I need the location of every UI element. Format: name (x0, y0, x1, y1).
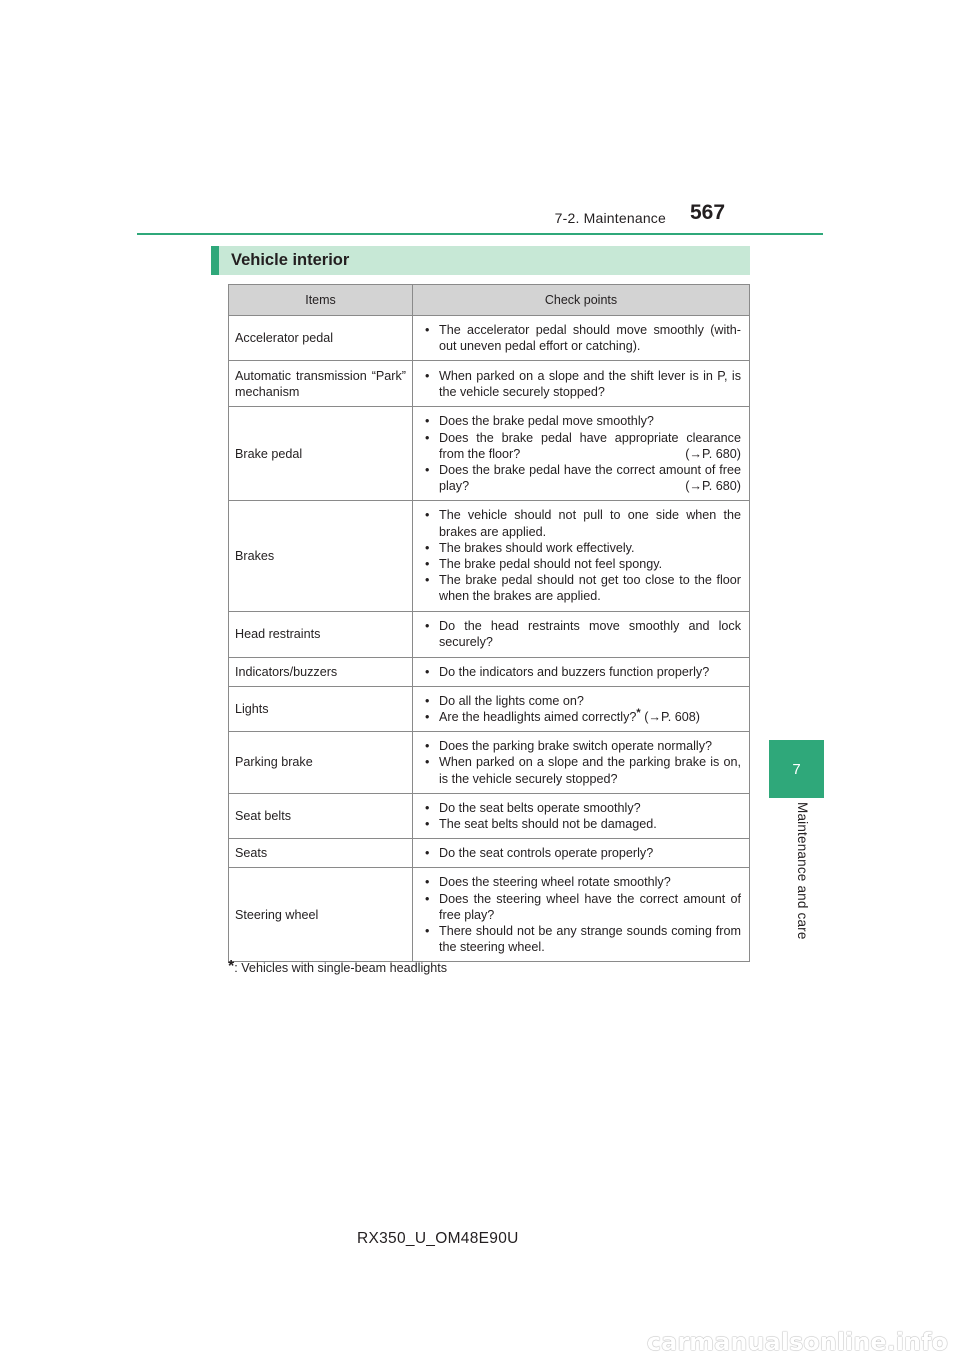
check-point: • Does the brake pedal have the correct amount of free play? (→P. 680) (423, 462, 741, 494)
watermark (0, 1326, 960, 1358)
header-divider (137, 233, 823, 235)
check-point: • Are the headlights aimed correctly?* (→P. 608) (423, 709, 741, 725)
check-point: • Do the seat belts operate smoothly? (423, 800, 741, 816)
check-table (228, 284, 750, 962)
item-cell: Head restraints (229, 611, 413, 657)
check-points-cell (413, 501, 750, 611)
check-point: • The vehicle should not pull to one side when the brakes are applied. (423, 507, 741, 539)
page-reference: (→P. 680) (685, 446, 741, 461)
item-cell: Parking brake (229, 732, 413, 794)
check-point: • Does the brake pedal have appropriate clearance from the floor? (→P. 680) (423, 430, 741, 462)
table-row (229, 501, 750, 611)
section-title: Vehicle interior (211, 246, 750, 275)
chapter-title: Maintenance and care (795, 802, 810, 940)
check-points-cell (413, 686, 750, 731)
item-cell: Indicators/buzzers (229, 657, 413, 686)
table-row (229, 686, 750, 731)
section-label: 7-2. Maintenance (554, 210, 666, 226)
check-point: • When parked on a slope and the shift lever is in P, is the vehicle securely stopped? (423, 368, 741, 400)
check-points-cell (413, 316, 750, 361)
column-header-check-points: Check points (413, 285, 750, 316)
check-point: • When parked on a slope and the parking brake is on, is the vehicle securely stopped? (423, 754, 741, 786)
item-cell: Automatic transmission “Park” mechanism (229, 361, 413, 407)
page-reference: (→P. 608) (644, 710, 700, 725)
table-row (229, 316, 750, 361)
check-point: • The brake pedal should not get too close to the floor when the brakes are applied. (423, 572, 741, 604)
item-cell: Lights (229, 686, 413, 731)
item-cell: Steering wheel (229, 868, 413, 962)
check-point: • Do all the lights come on? (423, 693, 741, 709)
check-point: • Does the parking brake switch operate normally? (423, 738, 741, 754)
item-cell: Accelerator pedal (229, 316, 413, 361)
check-points-cell (413, 732, 750, 794)
check-point: • The brakes should work effectively. (423, 540, 741, 556)
check-point: • Do the seat controls operate properly? (423, 845, 741, 861)
table-row (229, 793, 750, 838)
table-header-row (229, 285, 750, 316)
table-row (229, 407, 750, 501)
check-point: • Do the indicators and buzzers function properly? (423, 664, 741, 680)
check-points-cell (413, 611, 750, 657)
check-points-cell (413, 407, 750, 501)
check-points-cell (413, 793, 750, 838)
footnote-marker: * (636, 706, 641, 719)
check-points-cell (413, 361, 750, 407)
check-point: • The seat belts should not be damaged. (423, 816, 741, 832)
manual-code: RX350_U_OM48E90U (357, 1230, 519, 1247)
check-point: • The brake pedal should not feel spongy. (423, 556, 741, 572)
page-number: 567 (690, 201, 726, 224)
table-row (229, 361, 750, 407)
table-row (229, 657, 750, 686)
table-row (229, 868, 750, 962)
page-header (0, 0, 960, 240)
check-points-cell (413, 839, 750, 868)
check-points-cell (413, 657, 750, 686)
item-cell: Seats (229, 839, 413, 868)
chapter-tab (769, 740, 824, 798)
check-point: • Does the steering wheel have the correct amount of free play? (423, 891, 741, 923)
watermark-text: carmanualsonline.info (646, 1328, 948, 1356)
column-header-items: Items (229, 285, 413, 316)
check-point: • Does the brake pedal move smoothly? (423, 413, 741, 429)
check-point: • The accelerator pedal should move smoothly (with-out uneven pedal effort or catching). (423, 322, 741, 354)
item-cell: Brakes (229, 501, 413, 611)
check-point: • There should not be any strange sounds coming from the steering wheel. (423, 923, 741, 955)
item-cell: Seat belts (229, 793, 413, 838)
check-point: • Do the head restraints move smoothly and lock securely? (423, 618, 741, 650)
footnote (228, 958, 448, 975)
table-row (229, 839, 750, 868)
page-reference: (→P. 680) (685, 479, 741, 494)
table-row (229, 732, 750, 794)
footnote-text: : Vehicles with single-beam headlights (234, 961, 448, 975)
table-row (229, 611, 750, 657)
chapter-number: 7 (792, 760, 801, 778)
check-points-cell (413, 868, 750, 962)
item-cell: Brake pedal (229, 407, 413, 501)
check-point: • Does the steering wheel rotate smoothly? (423, 874, 741, 890)
footnote-marker: * (228, 958, 235, 975)
